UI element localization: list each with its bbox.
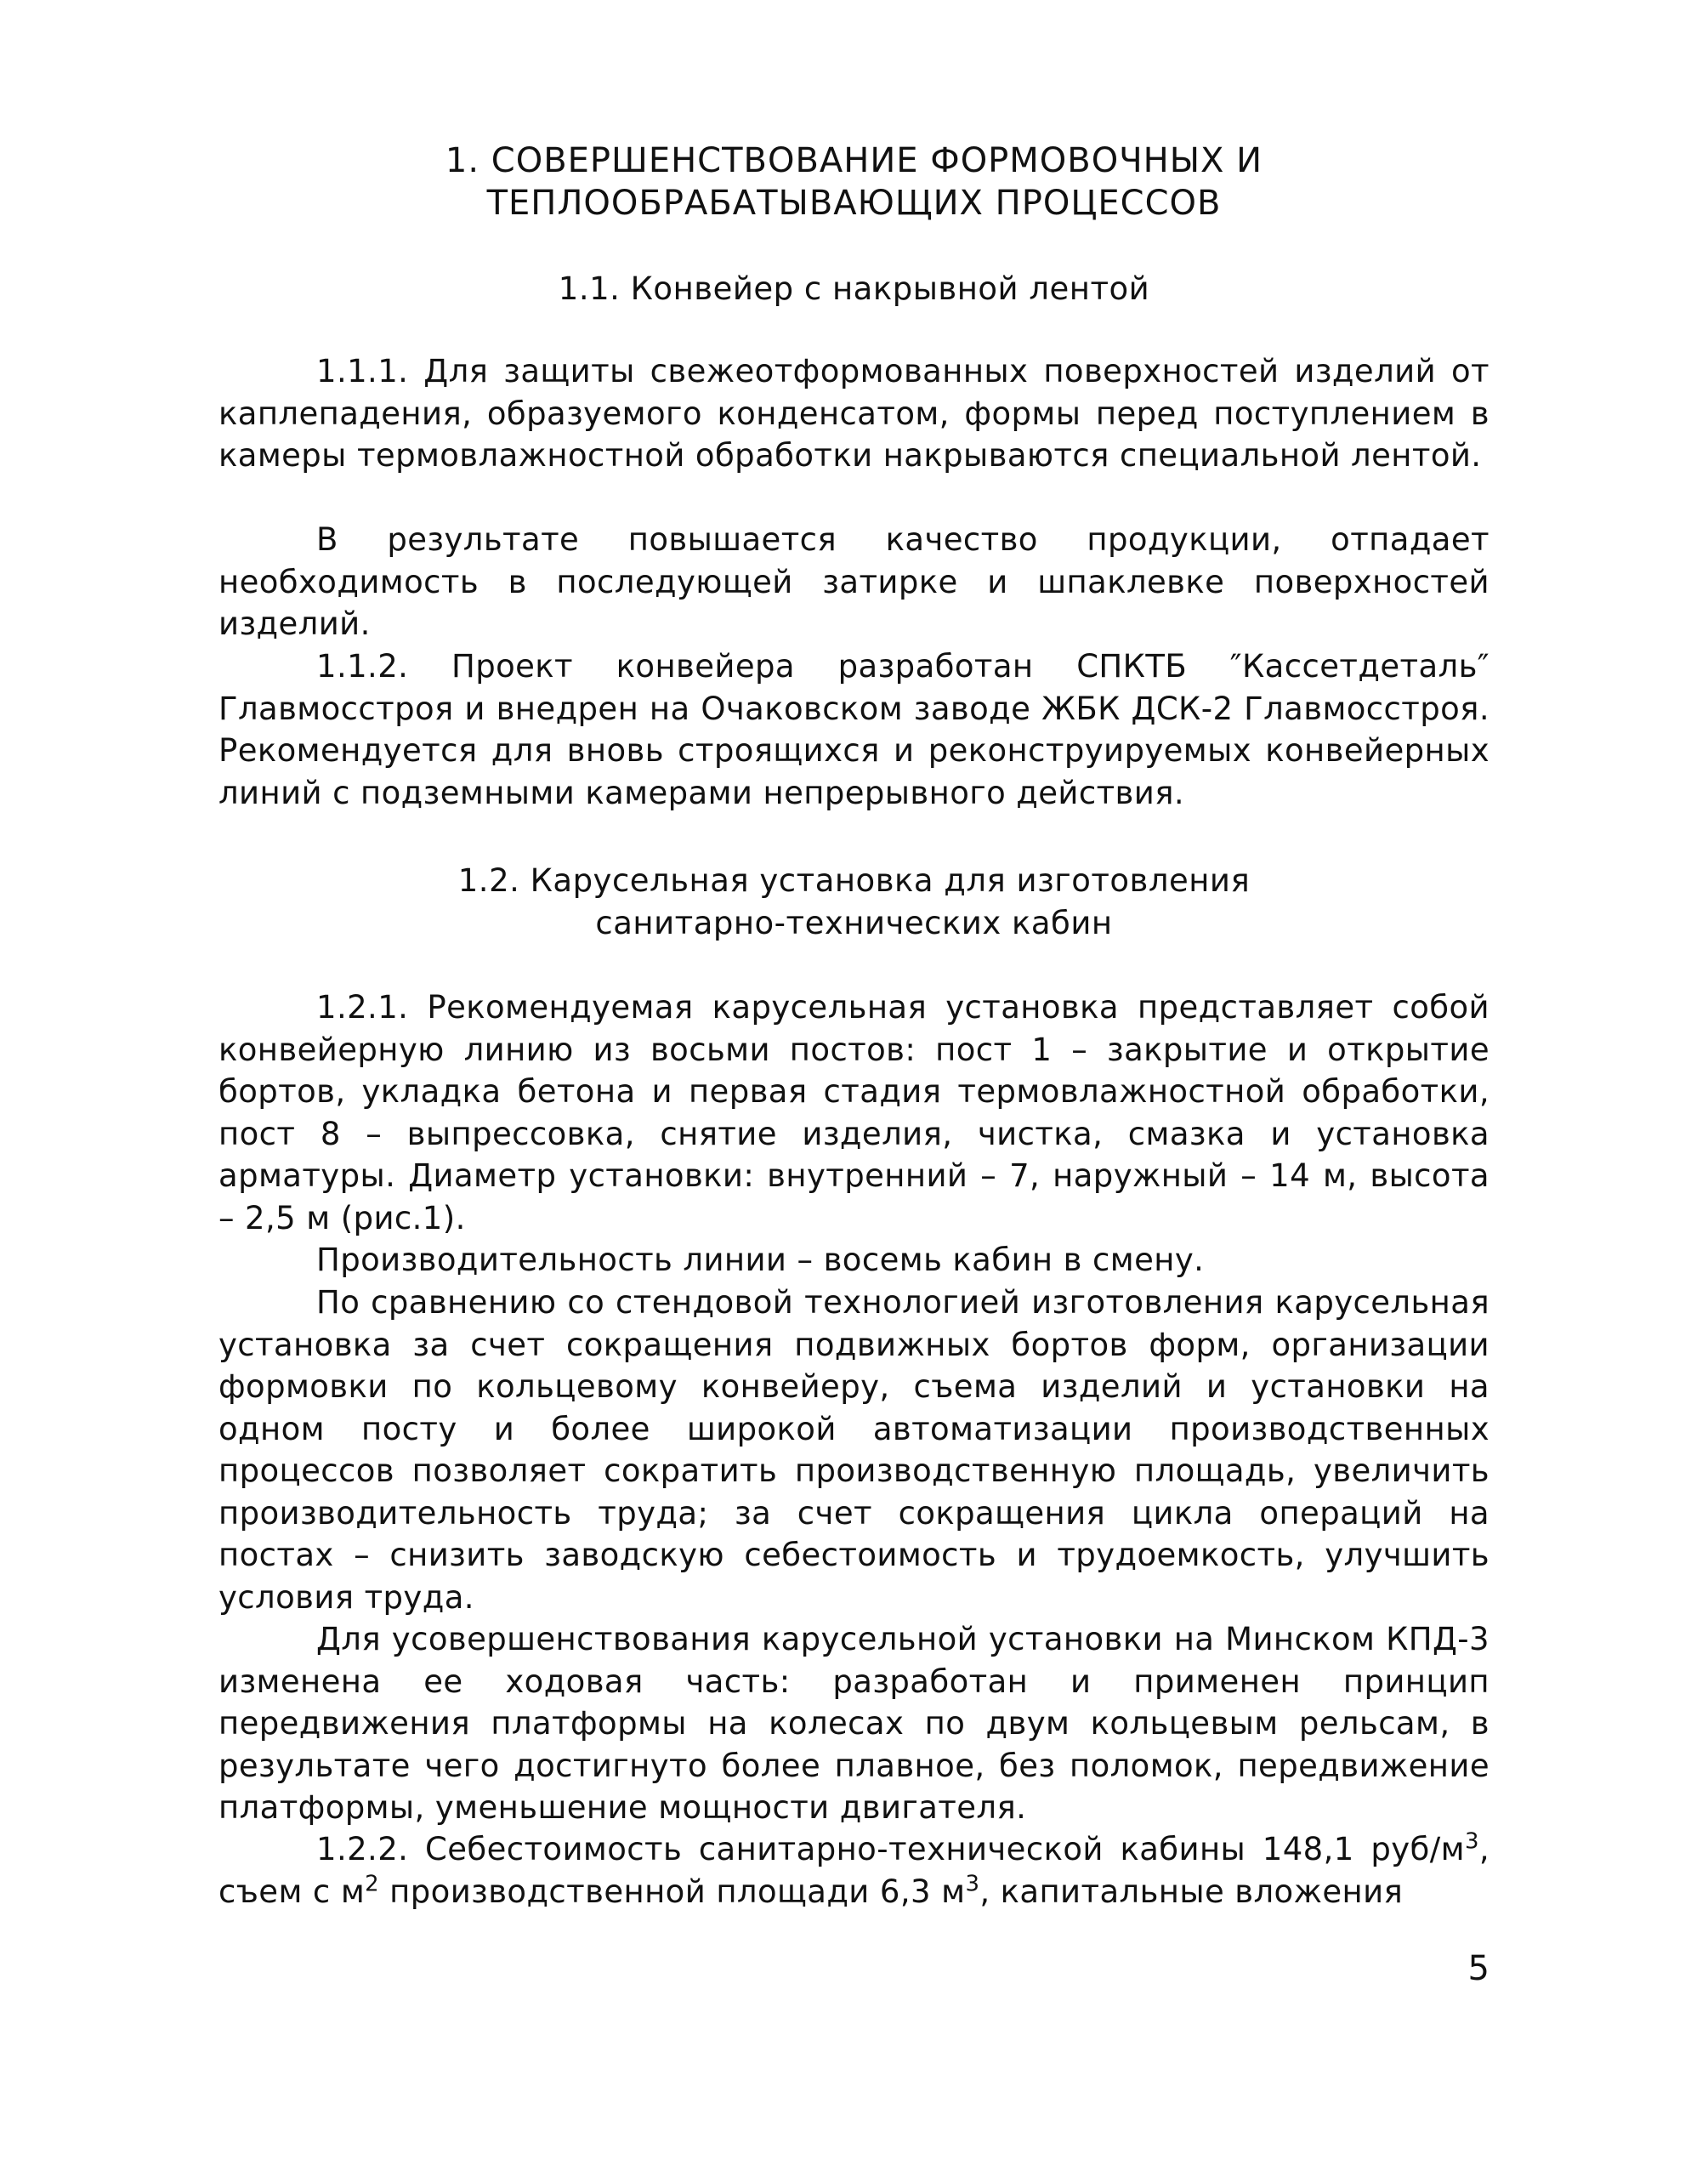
superscript-cubic-2: 3 <box>965 1871 980 1897</box>
paragraph-1-2-1: 1.2.1. Рекомендуемая карусельная установка представляет собой конвейерную линию из восьми постов: пост 1 – закрытие и открытие бортов, укладка бетона и первая стадия термовлажностной обработки, пост 8 – выпрессовка, снятие изделия, чистка, смазка и установка арматуры. Диаметр установки: внутренний – 7, наружный – 14 м, высота – 2,5 м (рис.1). <box>218 989 1490 1236</box>
cost-text-part-1: 1.2.2. Себестоимость санитарно-технической кабины 148,1 руб/м <box>316 1831 1465 1867</box>
chapter-heading-line-1: 1. СОВЕРШЕНСТВОВАНИЕ ФОРМОВОЧНЫХ И <box>445 141 1263 180</box>
paragraph-improvement: Для усовершенствования карусельной установки на Минском КПД-3 изменена ее ходовая часть: разработан и применен принцип передвижения платформы на колесах по двум кольцевым рельсам, в результате чего достигнуто более плавное, без поломок, передвижение платформы, уменьшение мощности двигателя. <box>218 1621 1490 1826</box>
paragraph-comparison: По сравнению со стендовой технологией изготовления карусельная установка за счет сокращения подвижных бортов форм, организации формовки по кольцевому конвейеру, съема изделий и установки на одном посту и более широкой автоматизации производственных процессов позволяет сократить производственную площадь, увеличить производительность труда; за счет сокращения цикла операций на постах – снизить заводскую себестоимость и трудоемкость, улучшить условия труда. <box>218 1284 1490 1616</box>
paragraph-productivity: Производительность линии – восемь кабин в смену. <box>316 1242 1205 1278</box>
section-title-1-2-line-2: санитарно-технических кабин <box>595 905 1113 941</box>
chapter-heading-line-2: ТЕПЛООБРАБАТЫВАЮЩИХ ПРОЦЕССОВ <box>486 184 1222 223</box>
paragraph-1-1-2: 1.1.2. Проект конвейера разработан СПКТБ ″Кассетдеталь″ Главмосстроя и внедрен на Очаковском заводе ЖБК ДСК-2 Главмосстроя. Рекомендуется для вновь строящихся и реконструируемых конвейерных линий с подземными камерами непрерывного действия. <box>218 648 1490 811</box>
cost-text-part-4: , капитальные вложения <box>979 1873 1404 1910</box>
section-title-1-2-line-1: 1.2. Карусельная установка для изготовления <box>457 862 1251 899</box>
cost-text-part-2: , съем с м <box>218 1831 1490 1910</box>
superscript-cubic-1: 3 <box>1464 1828 1479 1855</box>
superscript-square: 2 <box>365 1871 380 1897</box>
paragraph-1-1-1: 1.1.1. Для защиты свежеотформованных поверхностей изделий от каплепадения, образуемого конденсатом, формы перед поступлением в камеры термовлажностной обработки накрываются специальной лентой. <box>218 353 1490 474</box>
section-title-1-1: 1.1. Конвейер с накрывной лентой <box>558 270 1150 307</box>
paragraph-1-2-2 <box>218 1828 1490 1913</box>
page-number: 5 <box>1467 1949 1490 1988</box>
cost-text-part-3: производственной площади 6,3 м <box>379 1873 966 1910</box>
paragraph-1-1-1-result: В результате повышается качество продукции, отпадает необходимость в последующей затирке и шпаклевке поверхностей изделий. <box>218 521 1490 642</box>
